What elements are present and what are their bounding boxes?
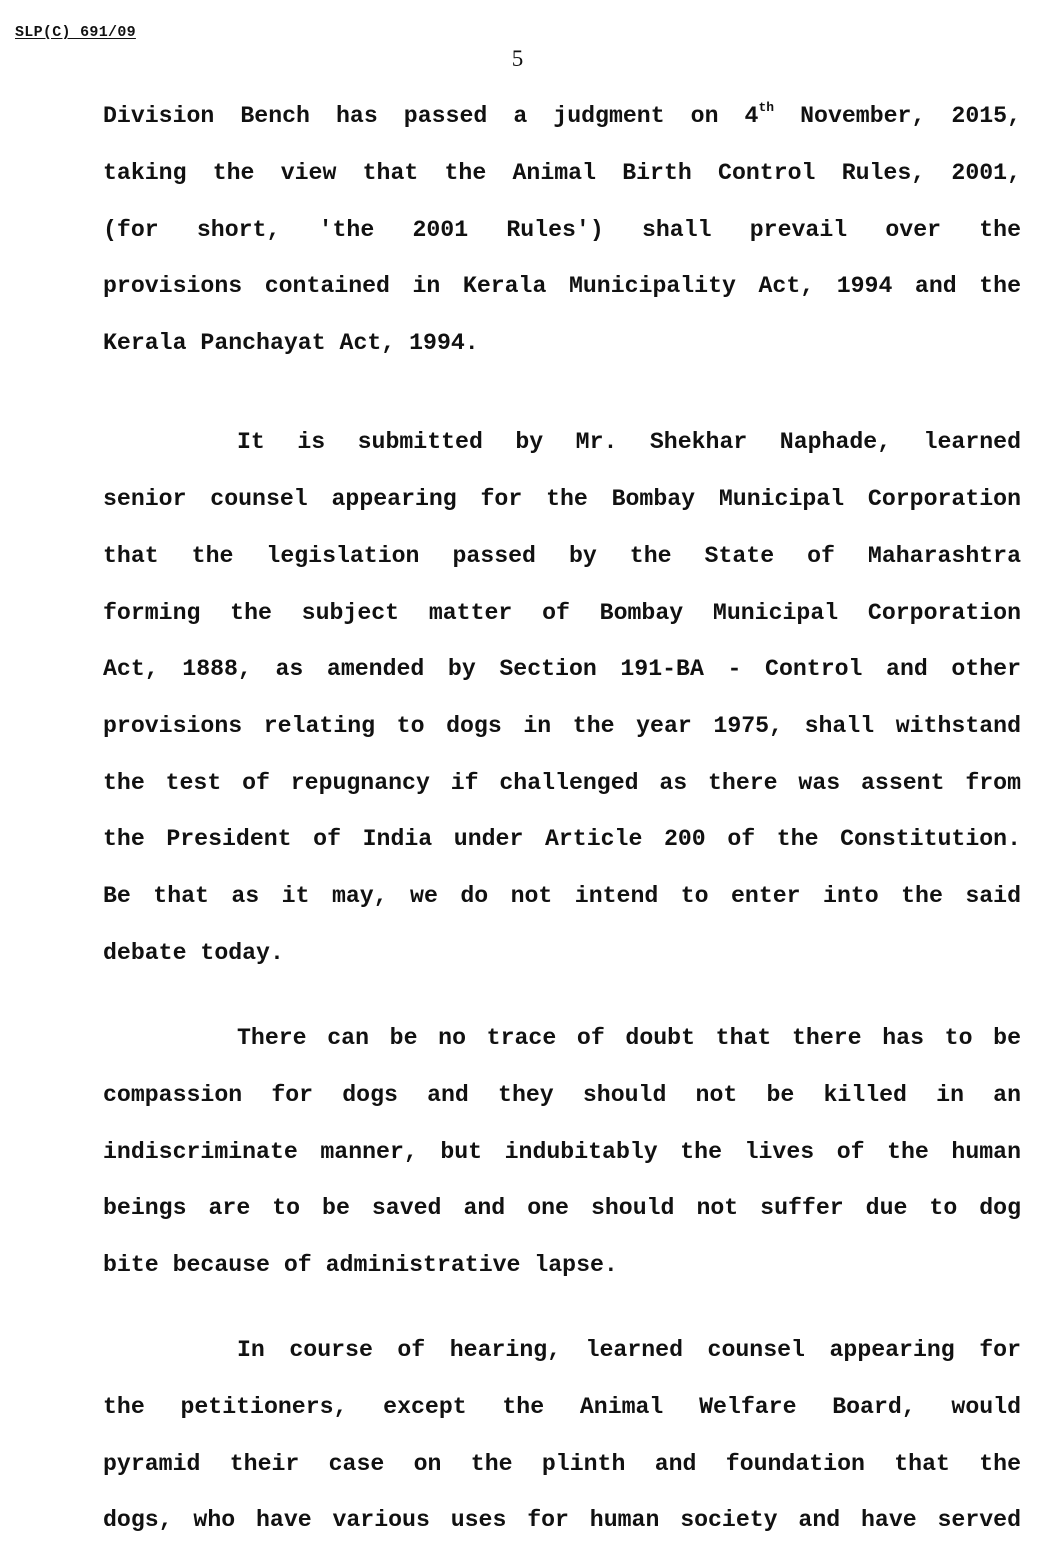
text-line: (for short, 'the 2001 Rules') shall prevail over the xyxy=(103,217,1021,243)
text-line: taking the view that the Animal Birth Control Rules, 2001, xyxy=(103,160,1021,186)
ordinal-superscript: th xyxy=(758,100,775,115)
case-number-header: SLP(C) 691/09 xyxy=(15,24,136,41)
text-line: senior counsel appearing for the Bombay Municipal Corporation xyxy=(103,486,1021,512)
text-line: pyramid their case on the plinth and foundation that the xyxy=(103,1451,1021,1477)
text-line: There can be no trace of doubt that there has to be xyxy=(237,1025,1021,1051)
text-line: the test of repugnancy if challenged as there was assent from xyxy=(103,770,1021,796)
text-line: debate today. xyxy=(103,940,284,966)
text-line: provisions contained in Kerala Municipality Act, 1994 and the xyxy=(103,273,1021,299)
text-line: the President of India under Article 200 of the Constitution. xyxy=(103,826,1021,852)
text-line xyxy=(103,101,1021,131)
text-line: It is submitted by Mr. Shekhar Naphade, learned xyxy=(237,429,1021,455)
text-line: Be that as it may, we do not intend to enter into the said xyxy=(103,883,1021,909)
text-line: Kerala Panchayat Act, 1994. xyxy=(103,330,479,356)
text-line: bite because of administrative lapse. xyxy=(103,1252,618,1278)
text-span: Division Bench has passed a judgment on 4 xyxy=(103,103,759,129)
text-line: dogs, who have various uses for human society and have served xyxy=(103,1507,1021,1533)
text-line: Act, 1888, as amended by Section 191-BA - Control and other xyxy=(103,656,1021,682)
text-line: that the legislation passed by the State of Maharashtra xyxy=(103,543,1021,569)
text-line: provisions relating to dogs in the year 1975, shall withstand xyxy=(103,713,1021,739)
text-line: forming the subject matter of Bombay Municipal Corporation xyxy=(103,600,1021,626)
text-line: In course of hearing, learned counsel appearing for xyxy=(237,1337,1021,1363)
text-line: beings are to be saved and one should not suffer due to dog xyxy=(103,1195,1021,1221)
text-line: compassion for dogs and they should not be killed in an xyxy=(103,1082,1021,1108)
text-line: the petitioners, except the Animal Welfare Board, would xyxy=(103,1394,1021,1420)
page-number: 5 xyxy=(511,46,524,71)
text-span: November, 2015, xyxy=(774,103,1021,129)
text-line: indiscriminate manner, but indubitably the lives of the human xyxy=(103,1139,1021,1165)
